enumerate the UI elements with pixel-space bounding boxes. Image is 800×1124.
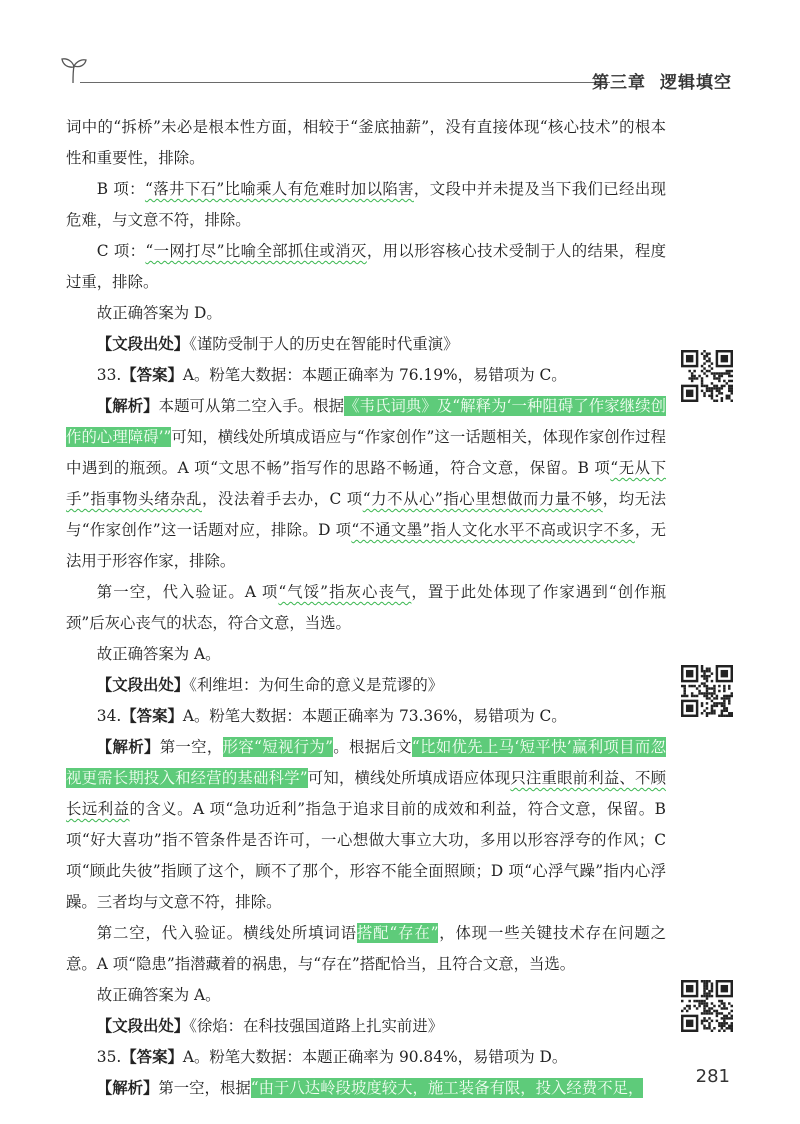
paragraph-q33-blank1 (66, 577, 666, 639)
highlighted-phrase: 形容“短视行为” (222, 738, 333, 756)
source-title: 《谨防受制于人的历史在智能时代重演》 (189, 335, 459, 353)
source-title: 《徐焰：在科技强国道路上扎实前进》 (189, 1017, 444, 1035)
paragraph-q32-b (66, 174, 666, 236)
paragraph-q34-answer (66, 701, 666, 732)
sprout-icon (58, 56, 88, 84)
underlined-phrase: “一网打尽”比喻全部抓住或消灭 (145, 242, 367, 260)
paragraph-q34-answer-final: 故正确答案为 A。 (96, 986, 221, 1004)
highlighted-phrase: 搭配“存在” (356, 924, 439, 942)
answer-label: 【答案】 (121, 1048, 183, 1066)
section-title: 逻辑填空 (660, 73, 732, 93)
underlined-phrase: “不通文墨”指人文化水平不高或识字不多 (351, 521, 635, 539)
paragraph-q32-a (66, 112, 666, 174)
text-run: ，没法着手去办，C 项 (201, 490, 363, 508)
text-run: ，无法用于形容作家，排除。 (66, 521, 666, 570)
source-label: 【文段出处】 (96, 335, 190, 353)
paragraph-q32-source (66, 329, 666, 360)
highlighted-phrase: “比如优先上马‘短平快’赢利项目而忽视更需长期投入和经营的基础科学” (66, 738, 666, 787)
page-number: 281 (695, 1066, 730, 1087)
paragraph-q34-analysis (66, 732, 666, 918)
answer-label: 【答案】 (121, 707, 183, 725)
paragraph-q33-source (66, 670, 666, 701)
analysis-label: 【解析】 (96, 1079, 159, 1097)
text-run: 词中的“拆桥”未必是根本性方面，相较于“釜底抽薪”，没有直接体现“核心技术”的根本性和重要性，排除。 (66, 118, 666, 167)
text-run: ，文段中并未提及当下我们已经出现危难，与文意不符，排除。 (66, 180, 666, 229)
text-run: B 项： (96, 180, 145, 198)
question-number: 35. (96, 1048, 122, 1066)
source-title: 《利维坦：为何生命的意义是荒谬的》 (189, 676, 444, 694)
answer-text: A。粉笔大数据：本题正确率为 73.36%，易错项为 C。 (182, 707, 567, 725)
page-header (0, 0, 800, 100)
text-run: 可知，横线处所填成语应与“作家创作”这一话题相关，体现作家创作过程中遇到的瓶颈。A 项“文思不畅”指写作的思路不畅通，符合文意，保留。B 项 (66, 428, 666, 477)
highlighted-phrase: “由于八达岭段坡度较大，施工装备有限，投入经费不足， (250, 1079, 644, 1097)
paragraph-q32-answer: 故正确答案为 D。 (96, 304, 222, 322)
text-run: 第一空， (159, 738, 223, 756)
analysis-label: 【解析】 (96, 397, 159, 415)
text-run: 第二空，代入验证。横线处所填词语 (96, 924, 357, 942)
underlined-phrase: “落井下石”比喻乘人有危难时加以陷害 (144, 180, 414, 198)
question-number: 34. (96, 707, 122, 725)
text-run: 。根据后文 (332, 738, 412, 756)
page-body (66, 112, 666, 1104)
chapter-number: 第三章 (592, 73, 646, 93)
paragraph-q34-source (66, 1011, 666, 1042)
header-rule (80, 82, 610, 83)
text-run: 本题可从第二空入手。根据 (158, 397, 345, 415)
text-run: ，用以形容核心技术受制于人的结果，程度过重，排除。 (66, 242, 666, 291)
answer-label: 【答案】 (121, 366, 183, 384)
analysis-label: 【解析】 (96, 738, 160, 756)
answer-text: A。粉笔大数据：本题正确率为 90.84%，易错项为 D。 (182, 1048, 568, 1066)
underlined-phrase: “气馁”指灰心丧气 (278, 583, 412, 601)
highlighted-phrase: 《韦氏词典》及“解释为‘一种阻碍了作家继续创作的心理障碍’” (66, 397, 666, 446)
underlined-phrase: “无从下手”指事物头绪杂乱 (66, 459, 666, 508)
qr-code-icon[interactable] (681, 665, 733, 717)
text-run: ，体现一些关键技术存在问题之意。A 项“隐患”指潜藏着的祸患，与“存在”搭配恰当，且符合文意，当选。 (66, 924, 666, 973)
paragraph-q35-answer (66, 1042, 666, 1073)
text-run: ，置于此处体现了作家遇到“创作瓶颈”后灰心丧气的状态，符合文意，当选。 (66, 583, 666, 632)
chapter-title (592, 68, 732, 93)
text-run: 可知，横线处所填成语应体现 (307, 769, 511, 787)
paragraph-q33-answer (66, 360, 666, 391)
source-label: 【文段出处】 (96, 676, 190, 694)
text-run: 的含义。A 项“急功近利”指急于追求目前的成效和利益，符合文意，保留。B 项“好大喜功”指不管条件是否许可，一心想做大事立大功，多用以形容浮夸的作风；C 项“顾此失彼”指顾了这个，顾不了那个，形容不能全面照顾；D 项“心浮气躁”指内心浮躁。三者均与文意不符，排除。 (66, 800, 666, 911)
question-number: 33. (96, 366, 122, 384)
paragraph-q32-c (66, 236, 666, 298)
qr-code-icon[interactable] (681, 350, 733, 402)
qr-code-icon[interactable] (681, 980, 733, 1032)
paragraph-q33-analysis (66, 391, 666, 577)
text-run: 第一空，代入验证。A 项 (96, 583, 279, 601)
text-run: 第一空，根据 (158, 1079, 251, 1097)
text-run: ，均无法与“作家创作”这一话题对应，排除。D 项 (66, 490, 666, 539)
answer-text: A。粉笔大数据：本题正确率为 76.19%，易错项为 C。 (182, 366, 567, 384)
paragraph-q33-answer-final: 故正确答案为 A。 (96, 645, 221, 663)
underlined-phrase: “力不从心”指心里想做而力量不够 (362, 490, 603, 508)
paragraph-q35-analysis (66, 1073, 666, 1104)
paragraph-q34-blank2 (66, 918, 666, 980)
underlined-phrase: 只注重眼前利益、不顾长远利益 (66, 769, 666, 818)
source-label: 【文段出处】 (96, 1017, 190, 1035)
text-run: C 项： (96, 242, 146, 260)
